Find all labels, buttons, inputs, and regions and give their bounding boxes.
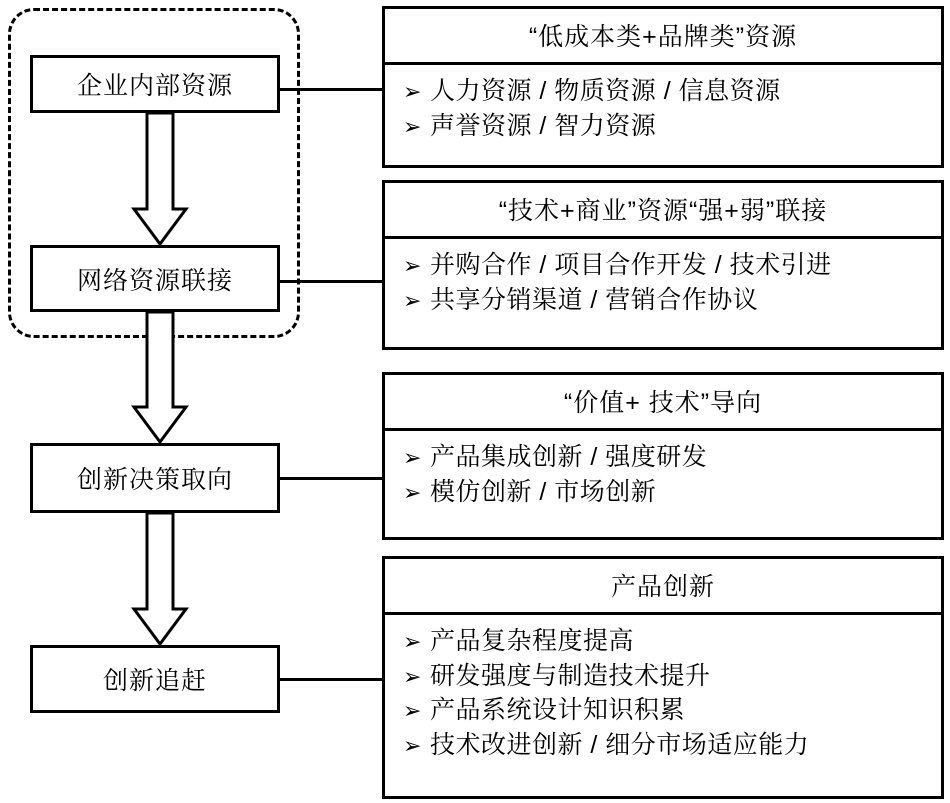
panel-value-tech-orientation [382,372,944,540]
bullet-arrow-icon: ➢ [403,698,422,723]
list-item-text: 产品复杂程度提高 [429,627,634,655]
bullet-arrow-icon: ➢ [403,629,422,654]
bullet-arrow-icon: ➢ [403,479,422,505]
list-item [403,624,931,659]
node-innovation-decision-orientation-label: 创新决策取向 [76,466,233,494]
node-internal-resources-label: 企业内部资源 [76,72,233,100]
list-item [403,283,931,318]
arrow-decision-to-catchup [130,513,190,645]
bullet-arrow-icon: ➢ [403,663,422,689]
list-item-text: 人力资源 / 物质资源 / 信息资源 [429,77,781,105]
node-innovation-catch-up-label: 创新追赶 [102,667,207,695]
panel-4-title: 产品创新 [385,559,941,615]
panel-3-title: “价值+ 技术”导向 [385,375,941,431]
list-item-text: 技术改进创新 / 细分市场适应能力 [429,730,810,759]
panel-2-title: “技术+商业”资源“强+弱”联接 [385,183,941,239]
bullet-arrow-icon: ➢ [403,253,422,278]
panel-1-body [385,65,941,153]
node-network-resource-link-label: 网络资源联接 [76,266,233,295]
bullet-arrow-icon: ➢ [403,287,422,313]
list-item-text: 声誉资源 / 智力资源 [429,111,657,140]
node-innovation-catch-up[interactable] [30,645,280,713]
panel-2-body [385,239,941,327]
panel-1-title: “低成本类+品牌类”资源 [385,9,941,65]
bullet-arrow-icon: ➢ [403,445,422,470]
list-item [403,74,931,109]
list-item-text: 并购合作 / 项目合作开发 / 技术引进 [429,251,832,279]
connector-catchup-to-panel-4 [280,678,382,681]
node-innovation-decision-orientation[interactable] [30,443,280,513]
list-item [403,109,931,144]
list-item [403,728,931,763]
connector-internal-to-panel-1 [280,88,382,91]
panel-product-innovation [382,556,944,799]
connector-decision-to-panel-3 [280,477,382,480]
panel-3-body [385,431,941,519]
bullet-arrow-icon: ➢ [403,732,422,758]
list-item [403,659,931,694]
list-item [403,248,931,283]
list-item [403,475,931,510]
panel-low-cost-brand-resources [382,6,944,168]
node-network-resource-link[interactable] [30,245,280,312]
panel-tech-business-resources [382,180,944,350]
arrow-internal-to-network [130,113,190,245]
list-item-text: 产品系统设计知识积累 [429,696,685,724]
node-internal-resources[interactable] [30,55,280,113]
list-item [403,440,931,475]
list-item [403,693,931,728]
panel-4-body [385,615,941,772]
list-item-text: 模仿创新 / 市场创新 [429,477,657,506]
bullet-arrow-icon: ➢ [403,113,422,139]
list-item-text: 研发强度与制造技术提升 [429,661,711,690]
bullet-arrow-icon: ➢ [403,79,422,104]
connector-network-to-panel-2 [280,280,382,283]
arrow-network-to-decision [130,312,190,443]
list-item-text: 产品集成创新 / 强度研发 [429,443,708,471]
list-item-text: 共享分销渠道 / 营销合作协议 [429,285,759,314]
